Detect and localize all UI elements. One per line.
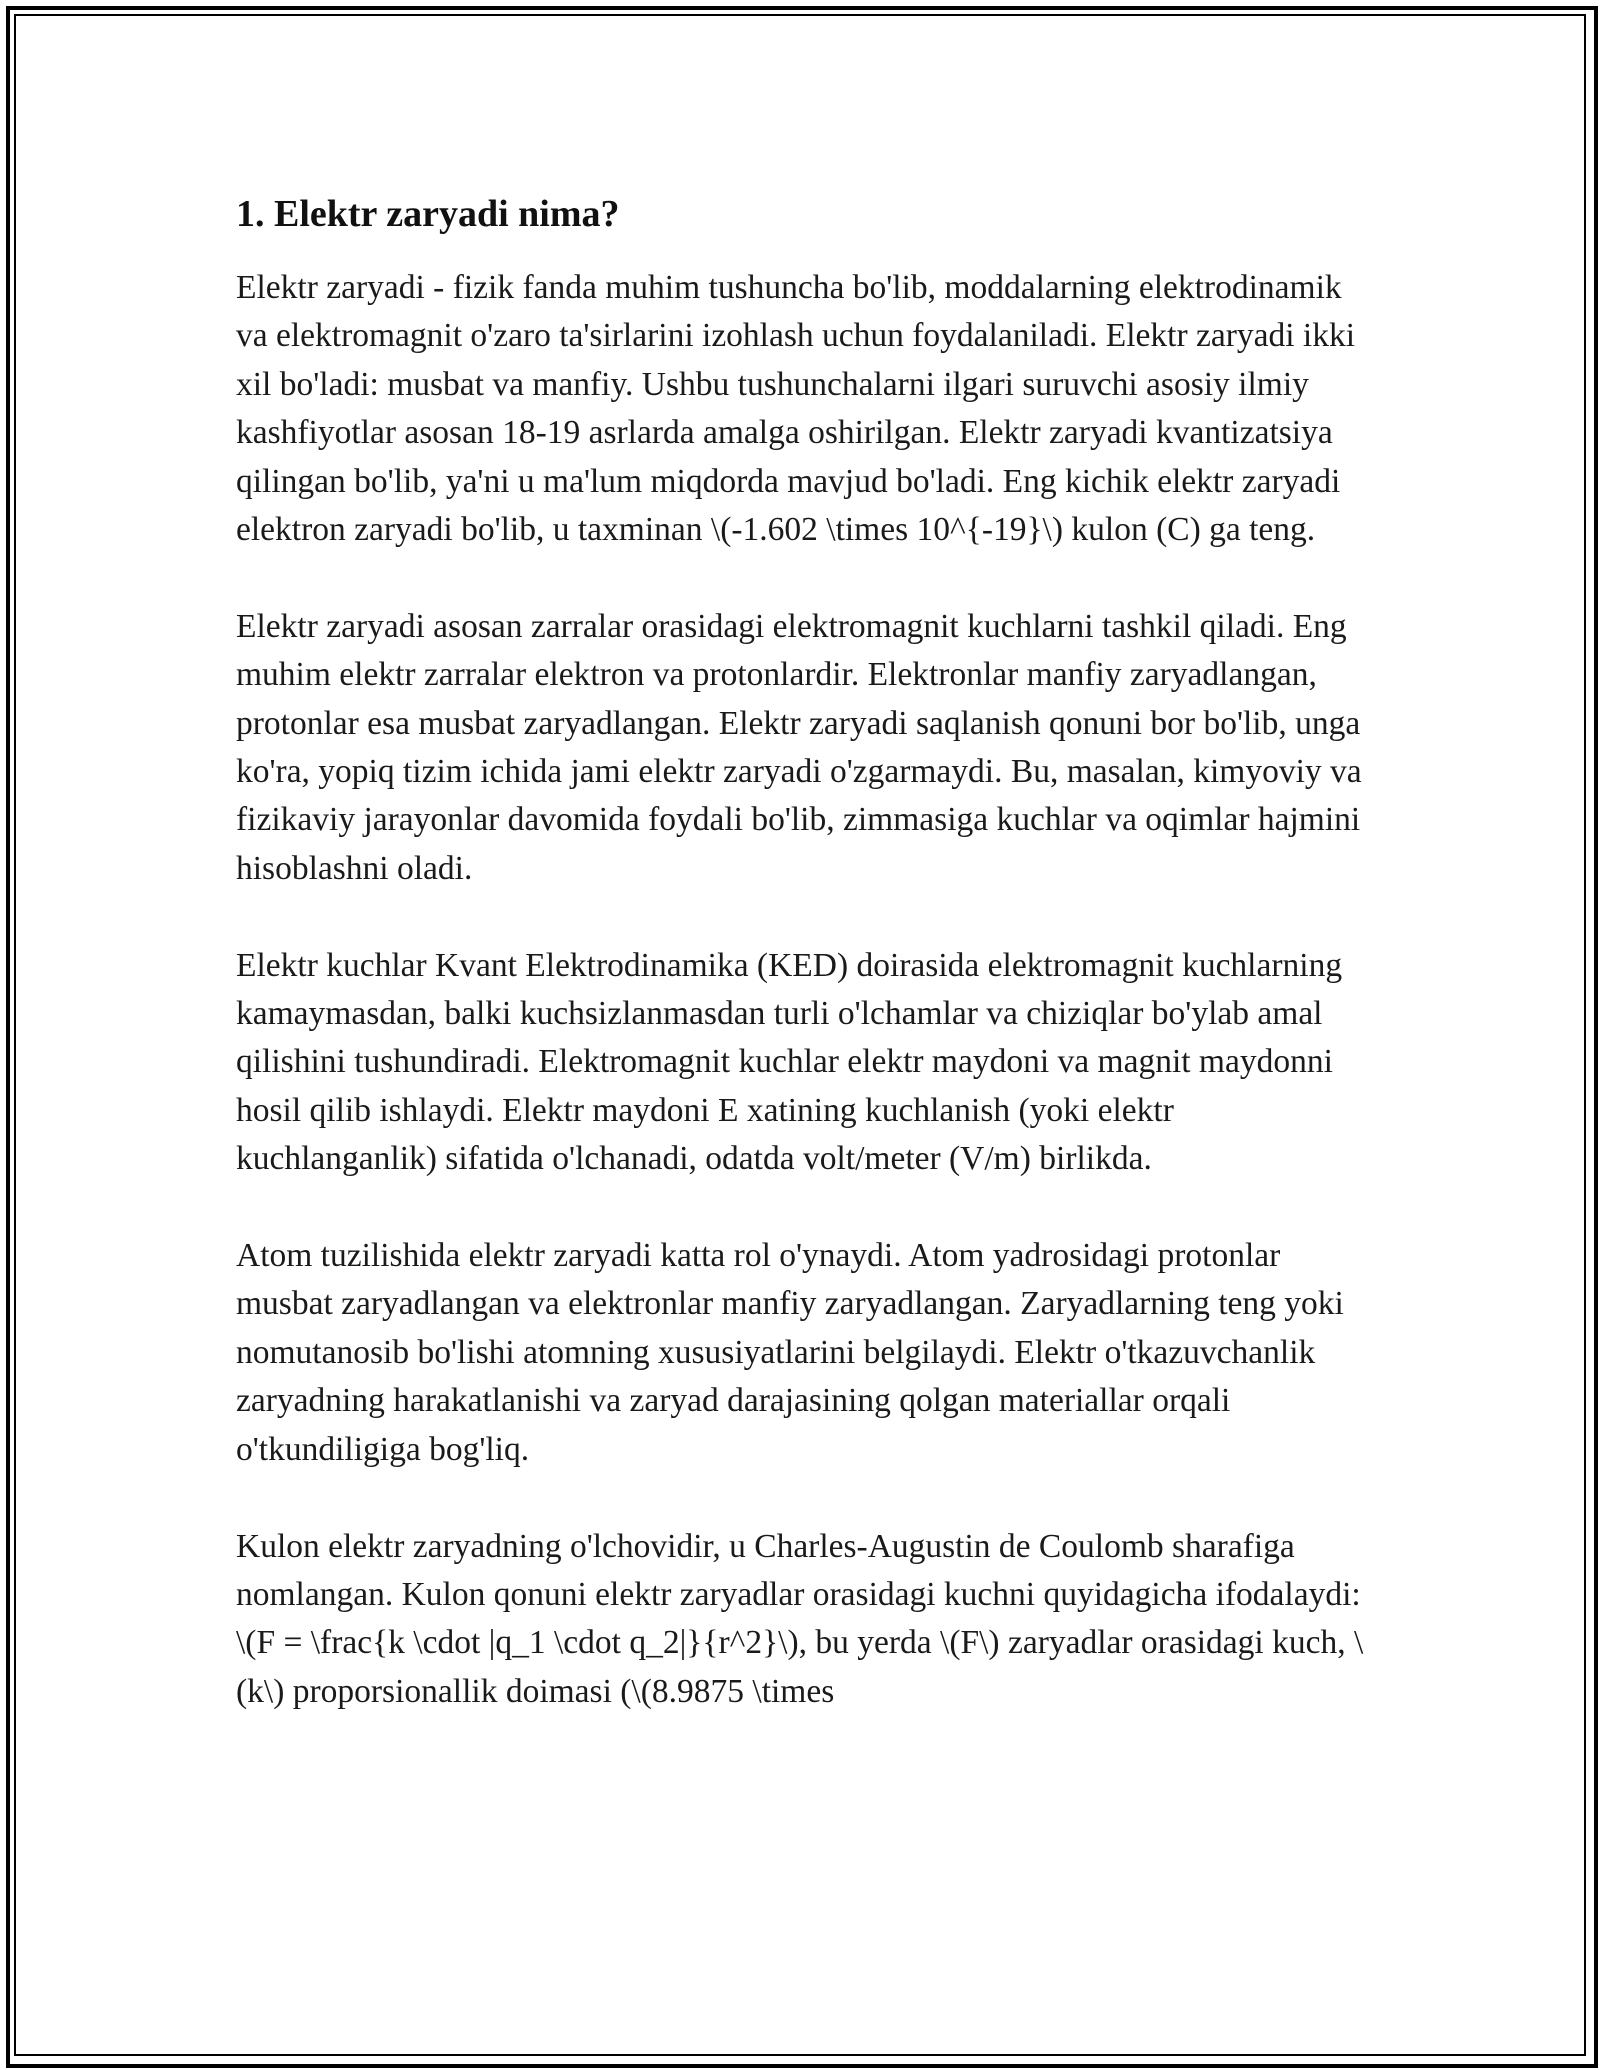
- section-heading: 1. Elektr zaryadi nima?: [236, 193, 620, 235]
- paragraph-1: Elektr zaryadi - fizik fanda muhim tushuncha bo'lib, moddalarning elektrodinamik va elektromagnit o'zaro ta'sirlarini izohlash uchun foydalaniladi. Elektr zaryadi ikki xil bo'ladi: musbat va manfiy. Ushbu tushunchalarni ilgari suruvchi asosiy ilmiy kashfiyotlar asosan 18-19 asrlarda amalga oshirilgan. Elektr zaryadi kvantizatsiya qilingan bo'lib, ya'ni u ma'lum miqdorda mavjud bo'ladi. Eng kichik elektr zaryadi elektron zaryadi bo'lib, u taxminan \(-1.602 \times 10^{-19}\) kulon (C) ga teng.: [236, 269, 1356, 549]
- paragraph-5: Kulon elektr zaryadning o'lchovidir, u Charles-Augustin de Coulomb sharafiga nomlangan. Kulon qonuni elektr zaryadlar orasidagi kuchni quyidagicha ifodalaydi: \(F = \frac{k \cdot |q_1 \cdot q_2|}{r^2}\), bu yerda \(F\) zaryadlar orasidagi kuch, \(k\) proporsionallik doimasi (\(8.9875 \times: [236, 1527, 1364, 1710]
- document-body: [236, 186, 1376, 1765]
- paragraph-3: Elektr kuchlar Kvant Elektrodinamika (KED) doirasida elektromagnit kuchlarning kamaymasdan, balki kuchsizlanmasdan turli o'lchamlar va chiziqlar bo'ylab amal qilishini tushundiradi. Elektromagnit kuchlar elektr maydoni va magnit maydonni hosil qilib ishlaydi. Elektr maydoni E xatining kuchlanish (yoki elektr kuchlanganlik) sifatida o'lchanadi, odatda volt/meter (V/m) birlikda.: [236, 946, 1343, 1178]
- paragraph-2: Elektr zaryadi asosan zarralar orasidagi elektromagnit kuchlarni tashkil qiladi. Eng muhim elektr zarralar elektron va protonlardir. Elektronlar manfiy zaryadlangan, protonlar esa musbat zaryadlangan. Elektr zaryadi saqlanish qonuni bor bo'lib, unga ko'ra, yopiq tizim ichida jami elektr zaryadi o'zgarmaydi. Bu, masalan, kimyoviy va fizikaviy jarayonlar davomida foydali bo'lib, zimmasiga kuchlar va oqimlar hajmini hisoblashni oladi.: [236, 607, 1362, 887]
- paragraph-4: Atom tuzilishida elektr zaryadi katta rol o'ynaydi. Atom yadrosidagi protonlar musbat zaryadlangan va elektronlar manfiy zaryadlangan. Zaryadlarning teng yoki nomutanosib bo'lishi atomning xususiyatlarini belgilaydi. Elektr o'tkazuvchanlik zaryadning harakatlanishi va zaryad darajasining qolgan materiallar orqali o'tkundiligiga bog'liq.: [236, 1237, 1344, 1468]
